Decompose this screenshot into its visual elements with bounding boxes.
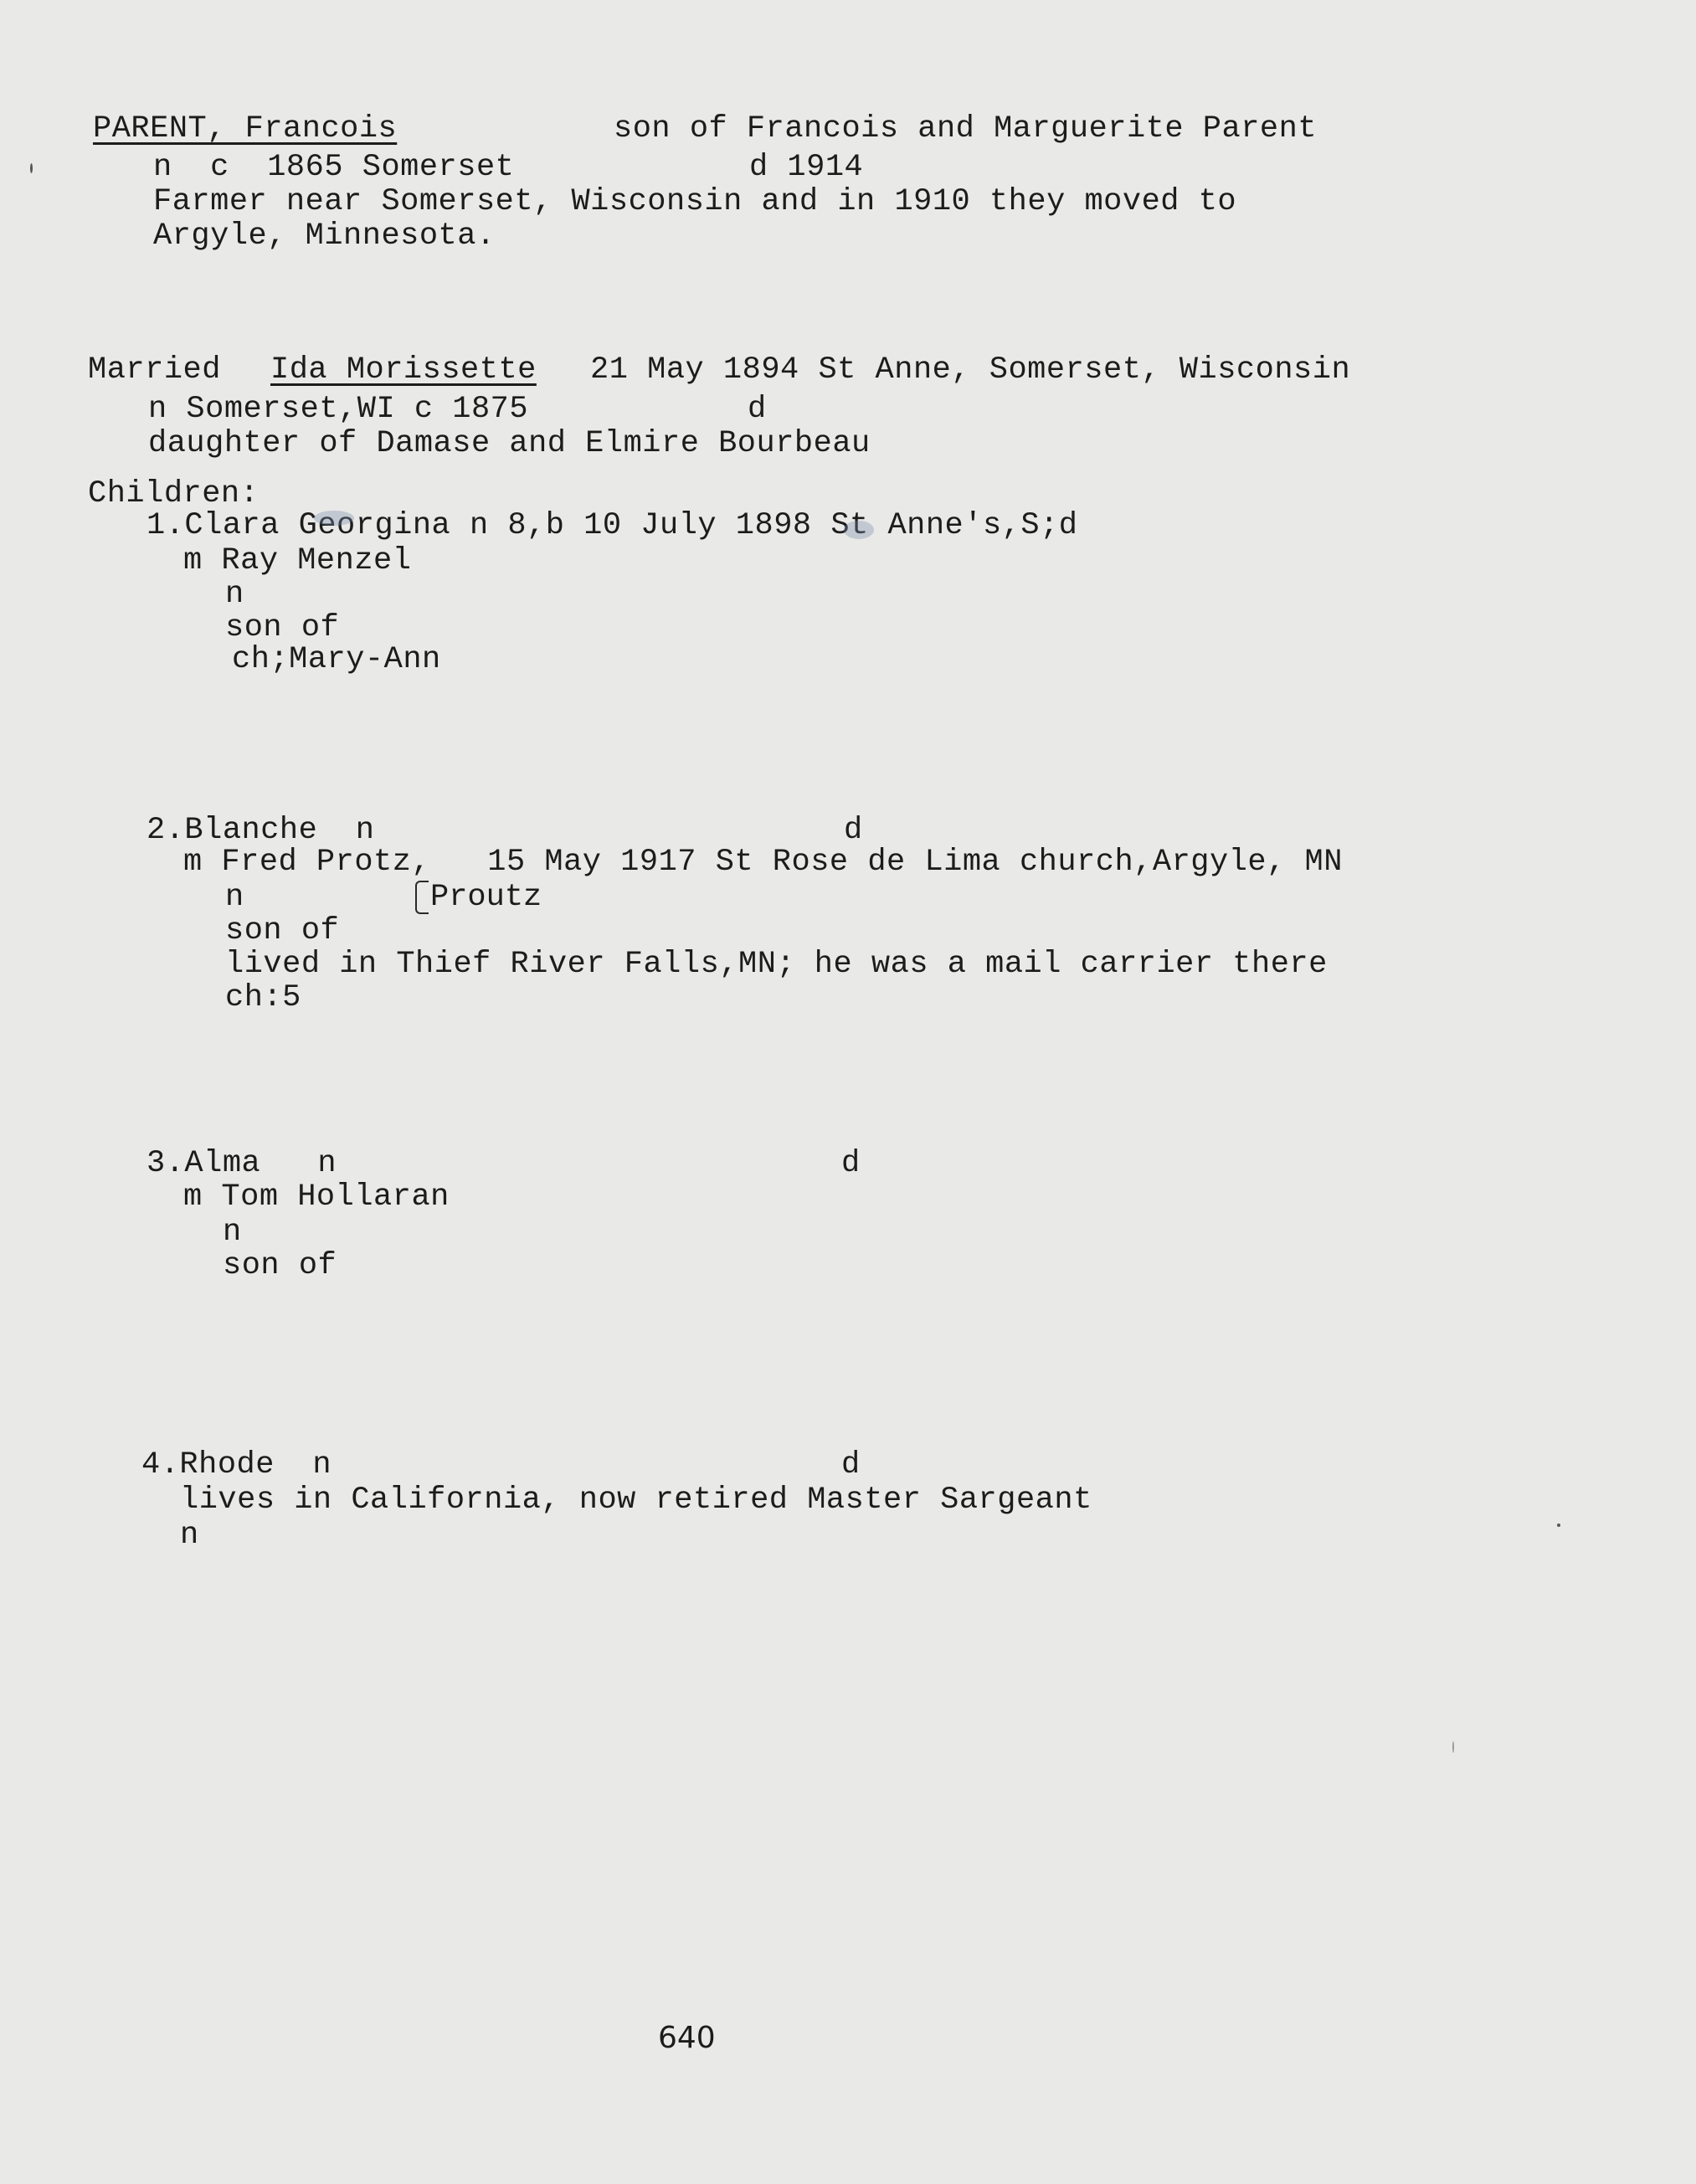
person-parents: son of Francois and Marguerite Parent xyxy=(614,111,1318,146)
child-2-lived: lived in Thief River Falls,MN; he was a mail carrier there xyxy=(225,947,1328,982)
spouse-birth: n Somerset,WI c 1875 xyxy=(148,392,529,427)
child-3-line: 3.Alma n xyxy=(146,1146,337,1181)
paper-speck xyxy=(1557,1524,1560,1527)
person-death: d 1914 xyxy=(749,150,864,185)
children-label: Children: xyxy=(88,476,260,511)
child-2-death: d xyxy=(844,813,863,848)
person-birth: n c 1865 Somerset xyxy=(153,150,515,185)
paper-speck xyxy=(1452,1741,1454,1753)
child-2-married: m Fred Protz, 15 May 1917 St Rose de Lima church,Argyle, MN xyxy=(183,845,1343,880)
ink-smudge xyxy=(844,521,874,539)
paper-speck xyxy=(30,163,33,173)
bracket-mark xyxy=(415,881,429,914)
child-3-n: n xyxy=(223,1215,242,1250)
occupation-line-2: Argyle, Minnesota. xyxy=(153,218,496,254)
occupation-line-1: Farmer near Somerset, Wisconsin and in 1910 they moved to xyxy=(153,184,1237,219)
child-1-children: ch;Mary-Ann xyxy=(232,642,441,677)
child-1-line: 1.Clara Georgina n 8,b 10 July 1898 St Anne's,S;d xyxy=(146,508,1078,543)
spouse-name: Ida Morissette xyxy=(270,352,537,388)
child-1-married: m Ray Menzel xyxy=(183,543,412,578)
person-name: PARENT, Francois xyxy=(93,111,398,146)
child-4-line: 4.Rhode n xyxy=(141,1447,332,1483)
child-3-death: d xyxy=(841,1146,861,1181)
page-number: 640 xyxy=(658,2021,716,2055)
child-2-n: n xyxy=(225,880,244,915)
spouse-death: d xyxy=(748,392,767,427)
alt-spelling-note: Proutz xyxy=(430,880,542,915)
child-4-n: n xyxy=(180,1518,199,1553)
spouse-parents: daughter of Damase and Elmire Bourbeau xyxy=(148,426,871,461)
child-4-death: d xyxy=(841,1447,861,1483)
child-3-married: m Tom Hollaran xyxy=(183,1179,450,1215)
ink-smudge xyxy=(314,511,354,526)
child-2-son-of: son of xyxy=(225,913,340,948)
marriage-label: Married xyxy=(88,352,221,388)
child-1-son-of: son of xyxy=(225,610,340,645)
marriage-details: 21 May 1894 St Anne, Somerset, Wisconsin xyxy=(590,352,1351,388)
child-3-son-of: son of xyxy=(223,1248,337,1283)
child-1-n: n xyxy=(225,577,244,612)
child-2-line: 2.Blanche n xyxy=(146,813,375,848)
child-2-children: ch:5 xyxy=(225,980,301,1015)
child-4-lives: lives in California, now retired Master Sargeant xyxy=(180,1483,1092,1518)
